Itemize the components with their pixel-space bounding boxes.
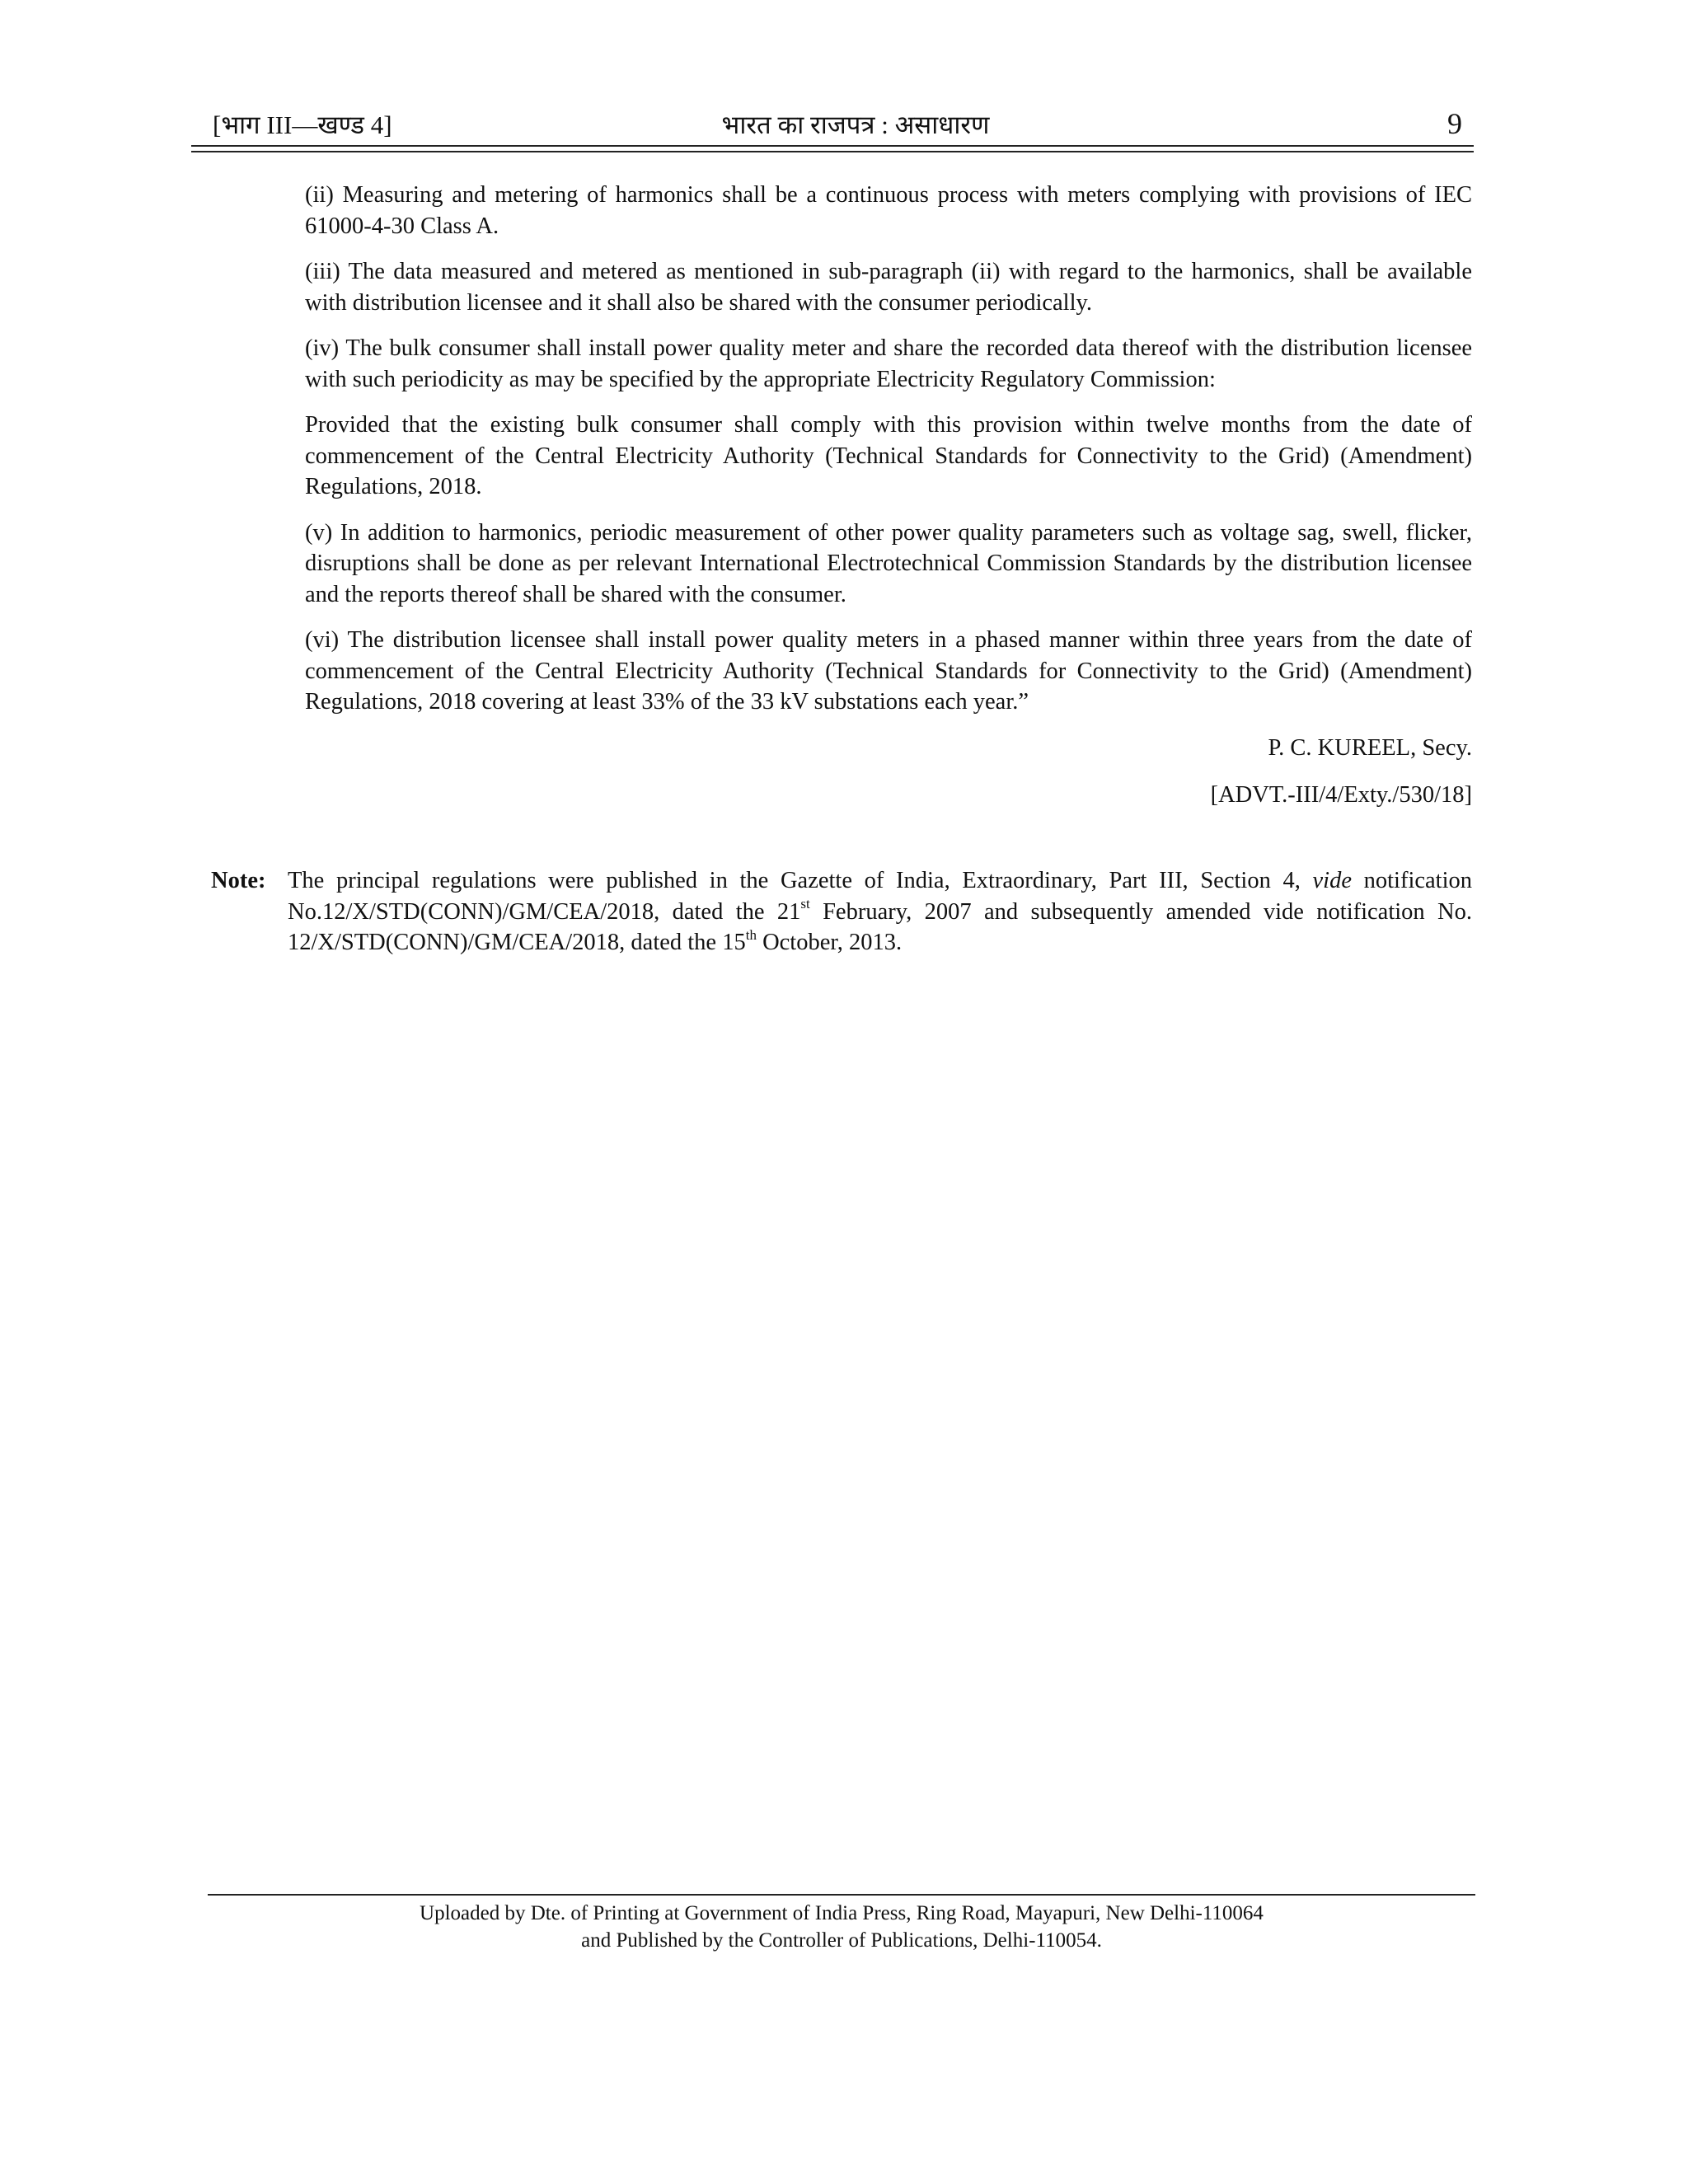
page-footer bbox=[208, 1900, 1475, 1954]
note-text-part3: February, 2007 and subsequently amended vide notification No. 12/X/STD(CONN)/GM/CEA/2018, dated the 15 bbox=[288, 898, 1472, 955]
note-label: Note: bbox=[211, 868, 266, 893]
footer-rule bbox=[208, 1894, 1475, 1896]
paragraph-proviso: Provided that the existing bulk consumer shall comply with this provision within twelve months from the date of commencement of the Central Electricity Authority (Technical Standards for Connectivity to the Grid) (Amendment) Regulations, 2018. bbox=[305, 412, 1472, 499]
header-rule-lower bbox=[191, 151, 1474, 152]
note-block bbox=[211, 865, 1472, 958]
footer-line-1: Uploaded by Dte. of Printing at Government of India Press, Ring Road, Mayapuri, New Delhi-110064 bbox=[420, 1902, 1264, 1924]
header-rule-upper bbox=[191, 145, 1474, 147]
paragraph-ii: (ii) Measuring and metering of harmonics shall be a continuous process with meters complying with provisions of IEC 61000-4-30 Class A. bbox=[305, 182, 1472, 239]
paragraph-v: (v) In addition to harmonics, periodic measurement of other power quality parameters such as voltage sag, swell, flicker, disruptions shall be done as per relevant International Electrotechnical Commission Standards by the distribution licensee and the reports thereof shall be shared with the consumer. bbox=[305, 519, 1472, 607]
paragraph-vi: (vi) The distribution licensee shall install power quality meters in a phased manner within three years from the date of commencement of the Central Electricity Authority (Technical Standards for Connectivity to the Grid) (Amendment) Regulations, 2018 covering at least 33% of the 33 kV substations each year.” bbox=[305, 627, 1472, 715]
advertisement-reference: [ADVT.-III/4/Exty./530/18] bbox=[1210, 782, 1472, 808]
header-gazette-title bbox=[191, 109, 1474, 142]
footer-line-2: and Published by the Controller of Publications, Delhi-110054. bbox=[581, 1929, 1102, 1952]
page-header bbox=[191, 107, 1474, 145]
header-part-section: [भाग III—खण्ड 4] bbox=[213, 110, 392, 139]
note-text bbox=[288, 865, 1472, 958]
note-text-part2: notification No.12/X/STD(CONN)/GM/CEA/2018, dated the 21 bbox=[288, 868, 1472, 925]
note-superscript-st: st bbox=[800, 896, 810, 912]
note-text-part4: October, 2013. bbox=[756, 930, 903, 955]
signatory: P. C. KUREEL, Secy. bbox=[1268, 734, 1472, 761]
note-text-vide: vide bbox=[1312, 868, 1352, 893]
paragraph-iii: (iii) The data measured and metered as mentioned in sub-paragraph (ii) with regard to the harmonics, shall be available with distribution licensee and it shall also be shared with the consumer periodically. bbox=[305, 259, 1472, 316]
note-superscript-th: th bbox=[745, 926, 757, 943]
header-gazette-title-text: भारत का राजपत्र : असाधारण bbox=[721, 110, 990, 139]
note-text-part1: The principal regulations were published in the Gazette of India, Extraordinary, Part III, Section 4, bbox=[288, 868, 1313, 893]
page-number: 9 bbox=[1447, 107, 1462, 140]
paragraph-iv: (iv) The bulk consumer shall install power quality meter and share the recorded data thereof with the distribution licensee with such periodicity as may be specified by the appropriate Electricity Regulatory Commission: bbox=[305, 335, 1472, 392]
regulation-body bbox=[305, 180, 1472, 827]
